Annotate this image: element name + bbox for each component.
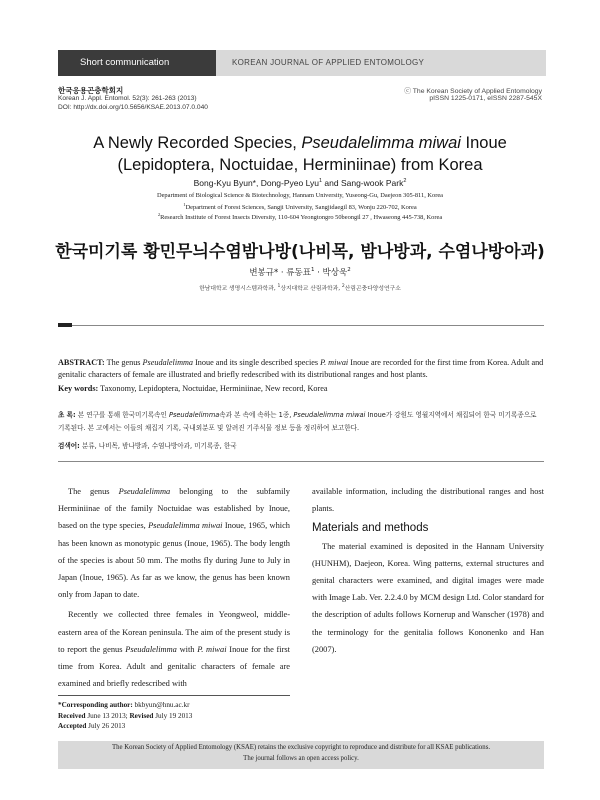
body-text: Inoue, 1965, which has been known as monotypic genus (Inoue, 1965). The body length of the species is about 50 mm. The moths fly during June to July in Japan (Inoue, 1965). As far as we know, the genus has been known only from Japan to date. xyxy=(58,521,290,600)
body-paragraph xyxy=(58,483,290,603)
journal-name-korean: 한국응용곤충학회지 xyxy=(58,86,124,95)
species-name: P. miwai xyxy=(197,644,227,654)
korean-abstract-label: 초 록: xyxy=(58,411,76,419)
korean-abstract xyxy=(58,409,544,434)
korean-affil-text: 상지대학교 산림과학과, xyxy=(280,286,342,292)
affil-marker: 2 xyxy=(403,178,407,185)
genus-name: Pseudalelimma xyxy=(118,487,171,496)
section-label: Short communication xyxy=(80,57,170,68)
corresponding-email[interactable]: bkbyun@hnu.ac.kr xyxy=(132,701,190,709)
footer-open-access-line: The journal follows an open access policy. xyxy=(243,755,359,762)
title-author-name: Inoue xyxy=(460,134,507,152)
body-text: Inoue for the first time from Korea. Adult and genitalic characters of female are examined and briefly redescribed with xyxy=(58,644,291,689)
korean-affil-text: 산림곤충다양성연구소 xyxy=(344,286,401,292)
revised-date: July 19 2013 xyxy=(153,712,193,720)
journal-citation: Korean J. Appl. Entomol. 52(3): 261-263 (2013) xyxy=(58,95,197,102)
abstract-text: Inoue are recorded for the first time from Korea. Adult and genitalic characters of female are illustrated and briefly redescribed with its distributional ranges and host plants. xyxy=(58,358,544,379)
journal-running-title: KOREAN JOURNAL OF APPLIED ENTOMOLOGY xyxy=(232,58,425,67)
title-text: A Newly Recorded Species, xyxy=(93,134,302,152)
abstract-text: The genus xyxy=(104,358,143,367)
affiliation-text: Department of Forest Sciences, Sangji University, Sangjidaegil 83, Wonju 220-702, Korea xyxy=(185,204,417,212)
affil-marker: 2 xyxy=(341,284,345,290)
accepted-date-line xyxy=(58,721,318,732)
affil-marker: 2 xyxy=(157,212,161,217)
body-text: belonging to the subfamily Herminiinae of the family Noctuidae was established by Inoue, based on the type species, xyxy=(58,487,290,531)
society-copyright: ⓒ The Korean Society of Applied Entomology xyxy=(404,88,542,95)
corresponding-label: *Corresponding author: xyxy=(58,701,133,709)
affiliation-1: Department of Biological Science & Biotechnology, Hannam University, Yuseong-Gu, Daejeon 305-811, Korea xyxy=(156,192,444,199)
body-column-right xyxy=(312,483,544,658)
body-text: Recently we collected three females in Yeongweol, middle-eastern area of the Korean peninsula. The aim of the present study is to report the genus xyxy=(58,610,290,654)
affil-marker: 2 xyxy=(347,267,351,274)
divider-line xyxy=(72,325,544,326)
korean-affiliations xyxy=(40,283,560,292)
species-name: Pseudalelimma miwai xyxy=(148,521,223,531)
abstract xyxy=(58,357,544,381)
paper-title-line-2: (Lepidoptera, Noctuidae, Herminiinae) from Korea xyxy=(117,156,483,174)
divider-accent xyxy=(58,323,72,327)
keywords xyxy=(58,383,544,395)
abstract-genus: Pseudalelimma xyxy=(142,358,194,367)
korean-keywords xyxy=(58,440,544,452)
abstract-species: P. miwai xyxy=(320,358,349,367)
korean-keywords-label: 검색어: xyxy=(58,442,80,450)
keywords-text: Taxonomy, Lepidoptera, Noctuidae, Herminiinae, New record, Korea xyxy=(98,384,328,393)
korean-author-names: 변봉규* · 류동표 xyxy=(249,268,311,278)
title-species-name: Pseudalelimma miwai xyxy=(301,134,461,152)
received-date: June 13 2013; xyxy=(85,712,128,720)
footer-copyright-line: The Korean Society of Applied Entomology (KSAE) retains the exclusive copyright to reproduce and distribute for all KSAE publications. xyxy=(111,744,491,751)
affil-marker: 1 xyxy=(183,202,186,207)
korean-author-names: · 박상욱 xyxy=(314,268,348,278)
issn-info: pISSN 1225-0171, eISSN 2287-545X xyxy=(429,95,542,102)
corresponding-author xyxy=(58,700,318,711)
korean-abstract-genus: Pseudalelimma xyxy=(168,411,220,419)
korean-abstract-text: 속과 본 속에 속하는 1종, xyxy=(219,411,294,419)
paper-title-line-1 xyxy=(40,134,560,153)
body-paragraph: The material examined is deposited in the Hannam University (HUNHM), Daejeon, Korea. Wing patterns, external structures and genital characters were examined, and digital images were made with Image Lab. Ver. 2.2.4.0 by MCM design Ltd. Color standard for the description of adults follows Kornerup and Wanscher (1978) and the terminology for the genitalia follows Kononenko and Han (2007). xyxy=(312,541,544,654)
korean-abstract-text: 본 연구를 통해 한국미기록속인 xyxy=(75,411,169,419)
abstract-text: Inoue and its single described species xyxy=(193,358,321,367)
section-heading: Materials and methods xyxy=(312,522,429,535)
body-text: with xyxy=(176,644,198,654)
footnote-rule xyxy=(58,695,290,696)
korean-abstract-text: Inoue가 강원도 영월지역에서 채집되어 한국 미기록종으로 기록된다. 본 고에서는 이들의 채집지 기록, 국내외분포 및 알려진 기주식물 정보 등을 정리하여 보고한다. xyxy=(58,411,537,432)
abstract-divider xyxy=(58,461,544,462)
genus-name: Pseudalelimma xyxy=(125,644,177,654)
body-paragraph xyxy=(58,606,290,692)
affil-marker: 1 xyxy=(310,267,315,274)
korean-abstract-species: Pseudalelimma miwai xyxy=(293,411,366,419)
keywords-label: Key words: xyxy=(58,384,99,393)
affil-marker: 1 xyxy=(277,284,281,290)
abstract-label: ABSTRACT: xyxy=(58,358,105,367)
affiliation-3 xyxy=(40,212,560,221)
affil-marker: 1 xyxy=(318,178,323,185)
accepted-date: July 26 2013 xyxy=(86,722,126,730)
author-list xyxy=(40,178,560,188)
korean-affil-text: 한남대학교 생명시스템과학과, xyxy=(199,286,278,292)
korean-title: 한국미기록 황민무늬수염밤나방(나비목, 밤나방과, 수염나방아과) xyxy=(55,242,545,262)
author-names: and Sang-wook Park xyxy=(322,178,404,188)
korean-authors xyxy=(40,266,560,278)
author-names: Bong-Kyu Byun*, Dong-Pyeo Lyu xyxy=(193,178,319,188)
body-paragraph: available information, including the distributional ranges and host plants. xyxy=(312,487,544,514)
affiliation-2 xyxy=(40,202,560,211)
body-column-left xyxy=(58,483,290,692)
doi-link[interactable]: DOI: http://dx.doi.org/10.5656/KSAE.2013.07.0.040 xyxy=(58,104,208,111)
affiliation-text: Research Institute of Forest Insects Diversity, 110-604 Yeongtongro 50beongil 27 , Hwaseong 445-738, Korea xyxy=(160,214,443,222)
revised-label: Revised xyxy=(127,712,154,720)
received-label: Received xyxy=(58,712,86,720)
accepted-label: Accepted xyxy=(58,722,87,730)
korean-keywords-text: 분류, 나비목, 밤나방과, 수염나방아과, 미기록종, 한국 xyxy=(79,442,237,450)
body-text: The genus xyxy=(68,487,119,496)
